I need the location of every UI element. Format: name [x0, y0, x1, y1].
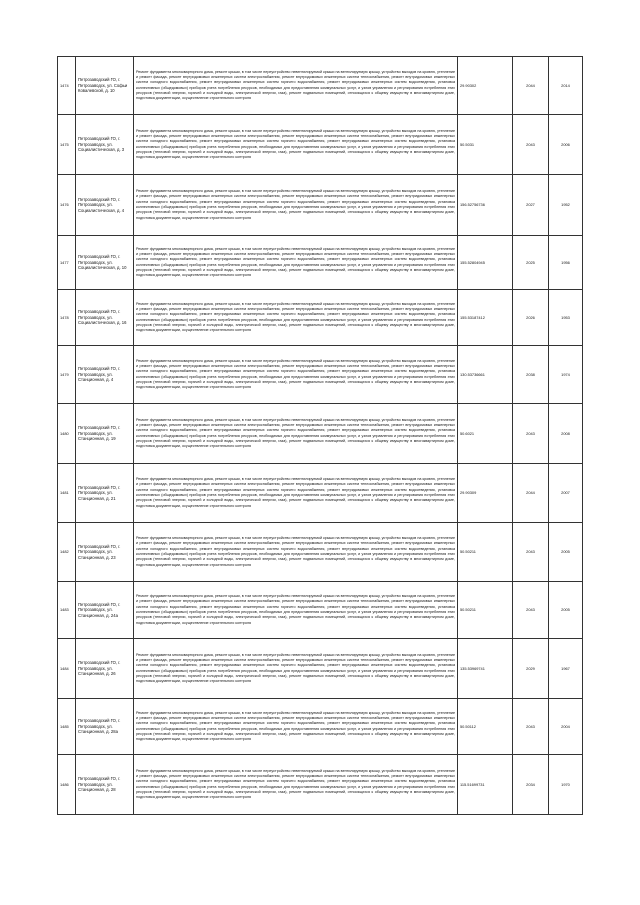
table-row — [58, 57, 583, 115]
area-cell: 50.50211 — [458, 523, 513, 582]
row-number: 1474 — [58, 57, 76, 115]
area-cell: 155.52804945 — [458, 236, 513, 290]
area-cell: 29.90302 — [458, 57, 513, 115]
address-cell: Петрозаводский ГО, г. Петрозаводск, ул. Социалистическая, д. 10 — [76, 236, 134, 290]
table-row — [58, 175, 583, 236]
planned-year-cell: 2043 — [513, 115, 549, 175]
row-number: 1481 — [58, 464, 76, 523]
built-year-cell: 1967 — [549, 639, 583, 699]
work-description-cell: Ремонт фундамента многоквартирного дома, ремонт крыши, в том числе переустройство невентилируемой крыши на вентилируемую крышу, устройство выходов на кровлю, утепление и ремонт фасада, ремонт внутридомовых инженерных систем электроснабжения, ремонт внутридомовых инженерных систем теплоснабжения, ремонт внутридомовых инженерных систем холодного водоснабжения, ремонт внутридомовых инженерных систем горячего водоснабжения, ремонт внутридомовых инженерных систем водоотведения, установка коллективных (общедомовых) приборов учета потребления ресурсов, необходимых для предоставления коммунальных услуг, и узлов управления и регулирования потребления этих ресурсов (тепловой энергии, горячей и холодной воды, электрической энергии, газа), ремонт подвальных помещений, относящихся к общему имуществу в многоквартирном доме, подготовка документации, осуществление строительного контроля — [134, 346, 458, 404]
planned-year-cell: 2025 — [513, 236, 549, 290]
address-cell: Петрозаводский ГО, г. Петрозаводск, ул. Станционная, д. 24а — [76, 582, 134, 639]
work-description-cell: Ремонт фундамента многоквартирного дома, ремонт крыши, в том числе переустройство невентилируемой крыши на вентилируемую крышу, устройство выходов на кровлю, утепление и ремонт фасада, ремонт внутридомовых инженерных систем электроснабжения, ремонт внутридомовых инженерных систем теплоснабжения, ремонт внутридомовых инженерных систем холодного водоснабжения, ремонт внутридомовых инженерных систем горячего водоснабжения, ремонт внутридомовых инженерных систем водоотведения, установка коллективных (общедомовых) приборов учета потребления ресурсов, необходимых для предоставления коммунальных услуг, и узлов управления и регулирования потребления этих ресурсов (тепловой энергии, горячей и холодной воды, электрической энергии, газа), ремонт подвальных помещений, относящихся к общему имуществу в многоквартирном доме, подготовка документации, осуществление строительного контроля — [134, 175, 458, 236]
table-row — [58, 346, 583, 404]
planned-year-cell: 2044 — [513, 464, 549, 523]
row-number: 1475 — [58, 115, 76, 175]
table-row — [58, 639, 583, 699]
built-year-cell: 1970 — [549, 755, 583, 815]
address-cell: Петрозаводский ГО, г. Петрозаводск, ул. Станционная, д. 19 — [76, 404, 134, 464]
row-number: 1479 — [58, 346, 76, 404]
built-year-cell: 1956 — [549, 236, 583, 290]
table-body — [58, 57, 583, 815]
planned-year-cell: 2043 — [513, 404, 549, 464]
built-year-cell: 2006 — [549, 115, 583, 175]
table-row — [58, 115, 583, 175]
built-year-cell: 1953 — [549, 290, 583, 346]
row-number: 1484 — [58, 639, 76, 699]
built-year-cell: 2004 — [549, 699, 583, 755]
table-row — [58, 523, 583, 582]
row-number: 1486 — [58, 755, 76, 815]
address-cell: Петрозаводский ГО, г. Петрозаводск, ул. Станционная, д. 28 — [76, 755, 134, 815]
area-cell: 50.6021 — [458, 404, 513, 464]
work-description-cell: Ремонт фундамента многоквартирного дома, ремонт крыши, в том числе переустройство невентилируемой крыши на вентилируемую крышу, устройство выходов на кровлю, утепление и ремонт фасада, ремонт внутридомовых инженерных систем электроснабжения, ремонт внутридомовых инженерных систем теплоснабжения, ремонт внутридомовых инженерных систем холодного водоснабжения, ремонт внутридомовых инженерных систем горячего водоснабжения, ремонт внутридомовых инженерных систем водоотведения, установка коллективных (общедомовых) приборов учета потребления ресурсов, необходимых для предоставления коммунальных услуг, и узлов управления и регулирования потребления этих ресурсов (тепловой энергии, горячей и холодной воды, электрической энергии, газа), ремонт подвальных помещений, относящихся к общему имуществу в многоквартирном доме, подготовка документации, осуществление строительного контроля — [134, 639, 458, 699]
area-cell: 155.53187412 — [458, 290, 513, 346]
work-description-cell: Ремонт фундамента многоквартирного дома, ремонт крыши, в том числе переустройство невентилируемой крыши на вентилируемую крышу, устройство выходов на кровлю, утепление и ремонт фасада, ремонт внутридомовых инженерных систем электроснабжения, ремонт внутридомовых инженерных систем теплоснабжения, ремонт внутридомовых инженерных систем холодного водоснабжения, ремонт внутридомовых инженерных систем горячего водоснабжения, ремонт внутридомовых инженерных систем водоотведения, установка коллективных (общедомовых) приборов учета потребления ресурсов, необходимых для предоставления коммунальных услуг, и узлов управления и регулирования потребления этих ресурсов (тепловой энергии, горячей и холодной воды, электрической энергии, газа), ремонт подвальных помещений, относящихся к общему имуществу в многоквартирном доме, подготовка документации, осуществление строительного контроля — [134, 115, 458, 175]
area-cell: 135.53969741 — [458, 639, 513, 699]
work-description-cell: Ремонт фундамента многоквартирного дома, ремонт крыши, в том числе переустройство невентилируемой крыши на вентилируемую крышу, устройство выходов на кровлю, утепление и ремонт фасада, ремонт внутридомовых инженерных систем электроснабжения, ремонт внутридомовых инженерных систем теплоснабжения, ремонт внутридомовых инженерных систем холодного водоснабжения, ремонт внутридомовых инженерных систем горячего водоснабжения, ремонт внутридомовых инженерных систем водоотведения, установка коллективных (общедомовых) приборов учета потребления ресурсов, необходимых для предоставления коммунальных услуг, и узлов управления и регулирования потребления этих ресурсов (тепловой энергии, горячей и холодной воды, электрической энергии, газа), ремонт подвальных помещений, относящихся к общему имуществу в многоквартирном доме, подготовка документации, осуществление строительного контроля — [134, 290, 458, 346]
table-row — [58, 582, 583, 639]
work-description-cell: Ремонт фундамента многоквартирного дома, ремонт крыши, в том числе переустройство невентилируемой крыши на вентилируемую крышу, устройство выходов на кровлю, утепление и ремонт фасада, ремонт внутридомовых инженерных систем электроснабжения, ремонт внутридомовых инженерных систем теплоснабжения, ремонт внутридомовых инженерных систем холодного водоснабжения, ремонт внутридомовых инженерных систем горячего водоснабжения, ремонт внутридомовых инженерных систем водоотведения, установка коллективных (общедомовых) приборов учета потребления ресурсов, необходимых для предоставления коммунальных услуг, и узлов управления и регулирования потребления этих ресурсов (тепловой энергии, горячей и холодной воды, электрической энергии, газа), ремонт подвальных помещений, относящихся к общему имуществу в многоквартирном доме, подготовка документации, осуществление строительного контроля — [134, 755, 458, 815]
work-description-cell: Ремонт фундамента многоквартирного дома, ремонт крыши, в том числе переустройство невентилируемой крыши на вентилируемую крышу, устройство выходов на кровлю, утепление и ремонт фасада, ремонт внутридомовых инженерных систем электроснабжения, ремонт внутридомовых инженерных систем теплоснабжения, ремонт внутридомовых инженерных систем холодного водоснабжения, ремонт внутридомовых инженерных систем горячего водоснабжения, ремонт внутридомовых инженерных систем водоотведения, установка коллективных (общедомовых) приборов учета потребления ресурсов, необходимых для предоставления коммунальных услуг, и узлов управления и регулирования потребления этих ресурсов (тепловой энергии, горячей и холодной воды, электрической энергии, газа), ремонт подвальных помещений, относящихся к общему имуществу в многоквартирном доме, подготовка документации, осуществление строительного контроля — [134, 582, 458, 639]
built-year-cell: 2007 — [549, 464, 583, 523]
address-cell: Петрозаводский ГО, г. Петрозаводск, ул. Станционная, д. 21 — [76, 464, 134, 523]
row-number: 1485 — [58, 699, 76, 755]
planned-year-cell: 2038 — [513, 346, 549, 404]
planned-year-cell: 2034 — [513, 755, 549, 815]
table-row — [58, 464, 583, 523]
table-row — [58, 755, 583, 815]
built-year-cell: 2005 — [549, 582, 583, 639]
address-cell: Петрозаводский ГО, г. Петрозаводск, ул. Социалистическая, д. 4 — [76, 175, 134, 236]
address-cell: Петрозаводский ГО, г. Петрозаводск, ул. Станционная, д. 4 — [76, 346, 134, 404]
planned-year-cell: 2026 — [513, 290, 549, 346]
table-row — [58, 404, 583, 464]
capital-repair-table — [57, 56, 583, 815]
work-description-cell: Ремонт фундамента многоквартирного дома, ремонт крыши, в том числе переустройство невентилируемой крыши на вентилируемую крышу, устройство выходов на кровлю, утепление и ремонт фасада, ремонт внутридомовых инженерных систем электроснабжения, ремонт внутридомовых инженерных систем теплоснабжения, ремонт внутридомовых инженерных систем холодного водоснабжения, ремонт внутридомовых инженерных систем горячего водоснабжения, ремонт внутридомовых инженерных систем водоотведения, установка коллективных (общедомовых) приборов учета потребления ресурсов, необходимых для предоставления коммунальных услуг, и узлов управления и регулирования потребления этих ресурсов (тепловой энергии, горячей и холодной воды, электрической энергии, газа), ремонт подвальных помещений, относящихся к общему имуществу в многоквартирном доме, подготовка документации, осуществление строительного контроля — [134, 464, 458, 523]
row-number: 1480 — [58, 404, 76, 464]
planned-year-cell: 2044 — [513, 57, 549, 115]
area-cell: 50.50112 — [458, 699, 513, 755]
row-number: 1478 — [58, 290, 76, 346]
address-cell: Петрозаводский ГО, г. Петрозаводск, ул. Софьи Ковалевской, д. 10 — [76, 57, 134, 115]
table-row — [58, 236, 583, 290]
row-number: 1483 — [58, 582, 76, 639]
address-cell: Петрозаводский ГО, г. Петрозаводск, ул. Социалистическая, д. 16 — [76, 290, 134, 346]
work-description-cell: Ремонт фундамента многоквартирного дома, ремонт крыши, в том числе переустройство невентилируемой крыши на вентилируемую крышу, устройство выходов на кровлю, утепление и ремонт фасада, ремонт внутридомовых инженерных систем электроснабжения, ремонт внутридомовых инженерных систем теплоснабжения, ремонт внутридомовых инженерных систем холодного водоснабжения, ремонт внутридомовых инженерных систем горячего водоснабжения, ремонт внутридомовых инженерных систем водоотведения, установка коллективных (общедомовых) приборов учета потребления ресурсов, необходимых для предоставления коммунальных услуг, и узлов управления и регулирования потребления этих ресурсов (тепловой энергии, горячей и холодной воды, электрической энергии, газа), ремонт подвальных помещений, относящихся к общему имуществу в многоквартирном доме, подготовка документации, осуществление строительного контроля — [134, 236, 458, 290]
built-year-cell: 1952 — [549, 175, 583, 236]
planned-year-cell: 2043 — [513, 523, 549, 582]
area-cell: 50.5031 — [458, 115, 513, 175]
work-description-cell: Ремонт фундамента многоквартирного дома, ремонт крыши, в том числе переустройство невентилируемой крыши на вентилируемую крышу, устройство выходов на кровлю, утепление и ремонт фасада, ремонт внутридомовых инженерных систем электроснабжения, ремонт внутридомовых инженерных систем теплоснабжения, ремонт внутридомовых инженерных систем холодного водоснабжения, ремонт внутридомовых инженерных систем горячего водоснабжения, ремонт внутридомовых инженерных систем водоотведения, установка коллективных (общедомовых) приборов учета потребления ресурсов, необходимых для предоставления коммунальных услуг, и узлов управления и регулирования потребления этих ресурсов (тепловой энергии, горячей и холодной воды, электрической энергии, газа), ремонт подвальных помещений, относящихся к общему имуществу в многоквартирном доме, подготовка документации, осуществление строительного контроля — [134, 699, 458, 755]
built-year-cell: 2014 — [549, 57, 583, 115]
address-cell: Петрозаводский ГО, г. Петрозаводск, ул. Станционная, д. 26 — [76, 639, 134, 699]
area-cell: 29.90309 — [458, 464, 513, 523]
work-description-cell: Ремонт фундамента многоквартирного дома, ремонт крыши, в том числе переустройство невентилируемой крыши на вентилируемую крышу, устройство выходов на кровлю, утепление и ремонт фасада, ремонт внутридомовых инженерных систем электроснабжения, ремонт внутридомовых инженерных систем теплоснабжения, ремонт внутридомовых инженерных систем холодного водоснабжения, ремонт внутридомовых инженерных систем горячего водоснабжения, ремонт внутридомовых инженерных систем водоотведения, установка коллективных (общедомовых) приборов учета потребления ресурсов, необходимых для предоставления коммунальных услуг, и узлов управления и регулирования потребления этих ресурсов (тепловой энергии, горячей и холодной воды, электрической энергии, газа), ремонт подвальных помещений, относящихся к общему имуществу в многоквартирном доме, подготовка документации, осуществление строительного контроля — [134, 523, 458, 582]
address-cell: Петрозаводский ГО, г. Петрозаводск, ул. Станционная, д. 23 — [76, 523, 134, 582]
planned-year-cell: 2043 — [513, 582, 549, 639]
area-cell: 130.53736661 — [458, 346, 513, 404]
address-cell: Петрозаводский ГО, г. Петрозаводск, ул. Станционная, д. 28а — [76, 699, 134, 755]
built-year-cell: 2008 — [549, 404, 583, 464]
area-cell: 115.51699731 — [458, 755, 513, 815]
built-year-cell: 2005 — [549, 523, 583, 582]
table-row — [58, 290, 583, 346]
planned-year-cell: 2027 — [513, 175, 549, 236]
work-description-cell: Ремонт фундамента многоквартирного дома, ремонт крыши, в том числе переустройство невентилируемой крыши на вентилируемую крышу, устройство выходов на кровлю, утепление и ремонт фасада, ремонт внутридомовых инженерных систем электроснабжения, ремонт внутридомовых инженерных систем теплоснабжения, ремонт внутридомовых инженерных систем холодного водоснабжения, ремонт внутридомовых инженерных систем горячего водоснабжения, ремонт внутридомовых инженерных систем водоотведения, установка коллективных (общедомовых) приборов учета потребления ресурсов, необходимых для предоставления коммунальных услуг, и узлов управления и регулирования потребления этих ресурсов (тепловой энергии, горячей и холодной воды, электрической энергии, газа), ремонт подвальных помещений, относящихся к общему имуществу в многоквартирном доме, подготовка документации, осуществление строительного контроля — [134, 404, 458, 464]
work-description-cell: Ремонт фундамента многоквартирного дома, ремонт крыши, в том числе переустройство невентилируемой крыши на вентилируемую крышу, устройство выходов на кровлю, утепление и ремонт фасада, ремонт внутридомовых инженерных систем электроснабжения, ремонт внутридомовых инженерных систем теплоснабжения, ремонт внутридомовых инженерных систем холодного водоснабжения, ремонт внутридомовых инженерных систем горячего водоснабжения, ремонт внутридомовых инженерных систем водоотведения, установка коллективных (общедомовых) приборов учета потребления ресурсов, необходимых для предоставления коммунальных услуг, и узлов управления и регулирования потребления этих ресурсов (тепловой энергии, горячей и холодной воды, электрической энергии, газа), ремонт подвальных помещений, относящихся к общему имуществу в многоквартирном доме, подготовка документации, осуществление строительного контроля — [134, 57, 458, 115]
row-number: 1476 — [58, 175, 76, 236]
built-year-cell: 1974 — [549, 346, 583, 404]
row-number: 1482 — [58, 523, 76, 582]
row-number: 1477 — [58, 236, 76, 290]
table-row — [58, 699, 583, 755]
area-cell: 156.52756736 — [458, 175, 513, 236]
planned-year-cell: 2043 — [513, 699, 549, 755]
area-cell: 50.50211 — [458, 582, 513, 639]
address-cell: Петрозаводский ГО, г. Петрозаводск, ул. Социалистическая, д. 3 — [76, 115, 134, 175]
planned-year-cell: 2029 — [513, 639, 549, 699]
